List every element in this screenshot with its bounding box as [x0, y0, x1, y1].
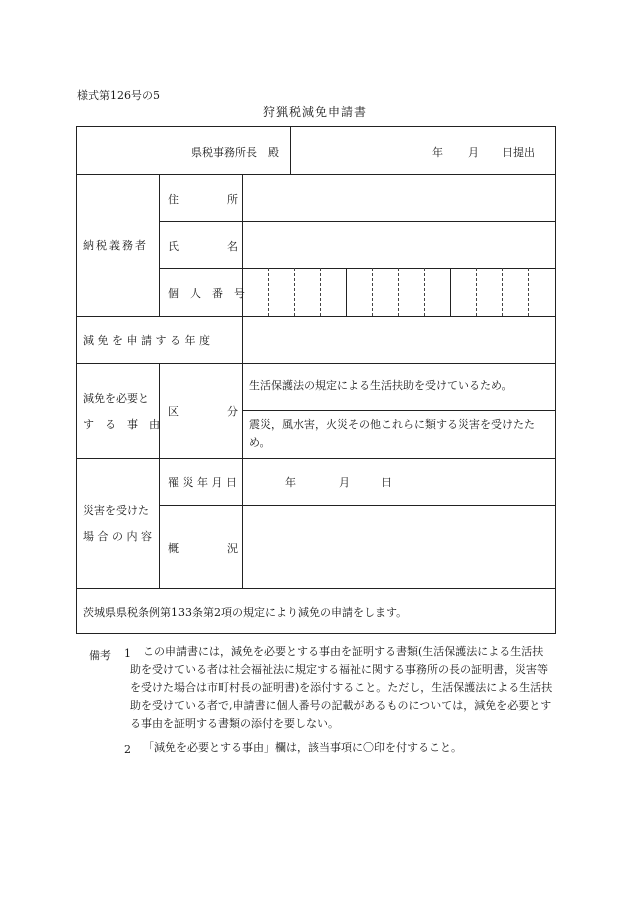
document-title: 狩猟税減免申請書 — [262, 105, 367, 119]
situation-field[interactable] — [243, 506, 555, 588]
disaster-label-line1: 災害を受けた — [83, 504, 149, 517]
submit-month-label: 月 — [468, 146, 479, 159]
address-field[interactable] — [243, 175, 555, 221]
row-divider — [77, 588, 555, 589]
mynumber-box-divider — [528, 268, 529, 316]
note-1-text: この申請書には，減免を必要とする事由を証明する書類(生活保護法による生活扶助を受けている者は社会福祉法に規定する福祉に関する事務所の長の証明書，災害等を受けた場合は市町村長の証明書)を添付すること。ただし，生活保護法による生活扶助を受けている者で,申請書に個人番号の記載があるものについては，減免を必要とする事由を証明する書類の添付を要しない。 — [130, 645, 553, 730]
category-label-left: 区 — [168, 405, 179, 418]
column-divider — [159, 458, 160, 588]
mynumber-box-divider — [424, 268, 425, 316]
name-label-right: 名 — [227, 240, 238, 253]
fiscal-year-field[interactable] — [243, 317, 555, 363]
note-2-text: 「減免を必要とする事由」欄は，該当事項に〇印を付すること。 — [143, 741, 462, 754]
mynumber-box-divider — [372, 268, 373, 316]
situation-label-right: 況 — [227, 542, 238, 555]
disaster-date-label: 罹 災 年 月 日 — [168, 476, 237, 489]
situation-label-left: 概 — [168, 542, 179, 555]
row-divider — [242, 410, 555, 411]
name-field[interactable] — [243, 222, 555, 268]
row-divider — [77, 363, 555, 364]
mynumber-group-divider — [450, 268, 451, 316]
mynumber-box-divider — [294, 268, 295, 316]
header-divider — [290, 127, 291, 174]
column-divider — [159, 363, 160, 458]
reason-label-line1: 減免を必要と — [83, 392, 149, 405]
submit-year-label: 年 — [432, 146, 443, 159]
application-statement: 茨城県県税条例第133条第2項の規定により減免の申請をします。 — [83, 606, 408, 619]
application-form-table — [76, 126, 556, 634]
mynumber-label: 個 人 番 号 — [168, 287, 245, 300]
form-number: 様式第126号の5 — [77, 89, 160, 102]
address-label-left: 住 — [168, 193, 179, 206]
addressee-label: 県税事務所長 殿 — [191, 146, 279, 159]
disaster-year-label: 年 — [285, 476, 296, 489]
row-divider — [77, 458, 555, 459]
note-1-number: 1 — [124, 647, 131, 660]
address-label-right: 所 — [227, 193, 238, 206]
reason-label-line2: す る 事 由 — [83, 418, 160, 431]
reason-option-disaster[interactable]: 震災，風水害，火災その他これらに類する災害を受けたため。 — [249, 418, 535, 449]
reason-option-welfare[interactable]: 生活保護法の規定による生活扶助を受けているため。 — [249, 379, 513, 392]
mynumber-box-divider — [398, 268, 399, 316]
disaster-month-label: 月 — [339, 476, 350, 489]
taxpayer-label: 納税義務者 — [83, 239, 148, 252]
submit-day-label: 日提出 — [502, 146, 535, 159]
category-label-right: 分 — [227, 405, 238, 418]
mynumber-group-divider — [346, 268, 347, 316]
fiscal-year-label: 減 免 を 申 請 す る 年 度 — [83, 334, 210, 347]
mynumber-box-divider — [320, 268, 321, 316]
name-label-left: 氏 — [168, 240, 179, 253]
notes-label: 備考 — [89, 649, 111, 662]
mynumber-box-divider — [268, 268, 269, 316]
note-2-number: 2 — [124, 743, 131, 756]
mynumber-box-divider — [502, 268, 503, 316]
column-divider — [242, 363, 243, 458]
column-divider — [159, 174, 160, 316]
disaster-day-label: 日 — [381, 476, 392, 489]
row-divider — [159, 268, 555, 269]
mynumber-box-divider — [476, 268, 477, 316]
disaster-label-line2: 場 合 の 内 容 — [83, 530, 152, 543]
